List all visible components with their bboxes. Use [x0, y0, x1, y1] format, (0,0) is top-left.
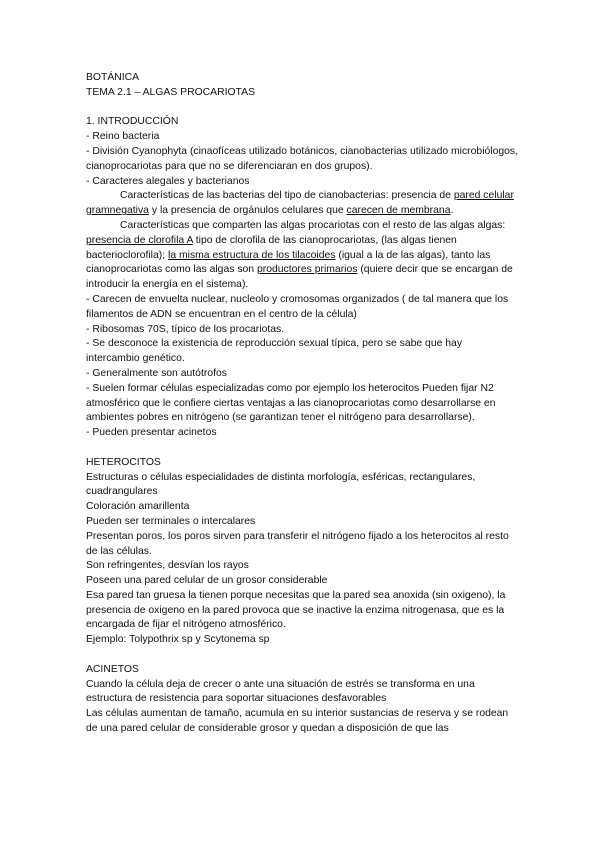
heterocitos-line: Presentan poros, los poros sirven para transferir el nitrógeno fijado a los heterocitos al resto de las células.: [86, 530, 509, 557]
intro-heterocitos: - Suelen formar células especializadas como por ejemplo los heterocitos Pueden fijar N2 atmosférico que le confiere ciertas ventajas a las cianoprocariotas como desarrollarse en ambientes pobres en nitrógeno (se garantizan tener el nitrógeno para desarrollarse).: [86, 382, 496, 424]
spacer: [86, 441, 518, 456]
heterocitos-line: Coloración amarillenta: [86, 501, 190, 513]
heterocitos-line: Esa pared tan gruesa la tienen porque necesitas que la pared sea anoxida (sin oxigeno), la presencia de oxigeno en la pared provoca que se inactive la enzima nitrogenasa, que es la encargada de fijar el nitrógeno atmosférico.: [86, 589, 506, 631]
underlined-term: productores primarios: [256, 264, 358, 276]
heterocitos-line: Pueden ser terminales o intercalares: [86, 515, 256, 527]
underlined-term: presencia de clorofila A: [86, 234, 193, 246]
acinetos-line: Las células aumentan de tamaño, acumula en su interior sustancias de reserva y se rodean de una pared celular de considerable grosor y quedan a disposición de que las: [86, 708, 509, 735]
document-page: [86, 71, 518, 737]
intro-autotrofos: - Generalmente son autótrofos: [86, 367, 227, 379]
algal-traits-paragraph: Características que comparten las algas procariotas con el resto de las algas algas: presencia de clorofila A tipo de clorofila de las cianoprocariotas, (las algas tienen bacterioclorofila); la misma estructura de los tilacoides (igual a la de las algas), tanto las cianoprocariotas como las algas son productores primarios (quiere decir que se encargan de introducir la energía en el sistema).: [86, 219, 513, 291]
acinetos-heading: ACINETOS: [86, 663, 139, 675]
spacer: [86, 648, 518, 663]
underlined-term: pared celular gramnegativa: [86, 190, 514, 217]
heterocitos-line: Son refringentes, desvían los rayos: [86, 560, 249, 572]
underlined-term: la misma estructura de los tilacoides: [168, 249, 336, 261]
heterocitos-example: Ejemplo: Tolypothrix sp y Scytonema sp: [86, 634, 270, 646]
intro-division: - División Cyanophyta (cinaofíceas utilizado botánicos, cianobacterias utilizado microbiólogos, cianoprocariotas para que no se diferenciaran en dos grupos).: [86, 145, 519, 172]
spacer: [86, 101, 518, 116]
intro-ribosomas: - Ribosomas 70S, típico de los procariotas.: [86, 323, 285, 335]
intro-acinetos: - Pueden presentar acinetos: [86, 427, 217, 439]
intro-caracteres: - Caracteres alegales y bacterianos: [86, 175, 250, 187]
topic-title: TEMA 2.1 – ALGAS PROCARIOTAS: [86, 86, 255, 98]
intro-envuelta: - Carecen de envuelta nuclear, nucleolo y cromosomas organizados ( de tal manera que los filamentos de ADN se encuentran en el centro de la célula): [86, 293, 509, 320]
bacterial-traits-paragraph: Características de las bacterias del tipo de cianobacterias: presencia de pared celular gramnegativa y la presencia de orgánulos celulares que carecen de membrana.: [86, 190, 514, 217]
intro-heading: 1. INTRODUCCIÓN: [86, 116, 179, 128]
heterocitos-line: Poseen una pared celular de un grosor considerable: [86, 575, 328, 587]
acinetos-line: Cuando la célula deja de crecer o ante una situación de estrés se transforma en una estructura de resistencia para soportar situaciones desfavorables: [86, 678, 475, 705]
heterocitos-heading: HETEROCITOS: [86, 456, 161, 468]
intro-reino: - Reino bacteria: [86, 131, 160, 143]
underlined-term: carecen de membrana: [346, 205, 451, 217]
heterocitos-line: Estructuras o células especialidades de distinta morfología, esféricas, rectangulares, cuadrangulares: [86, 471, 476, 498]
intro-reproduccion: - Se desconoce la existencia de reproducción sexual típica, pero se sabe que hay intercambio genético.: [86, 338, 463, 365]
subject-title: BOTÁNICA: [86, 72, 140, 83]
